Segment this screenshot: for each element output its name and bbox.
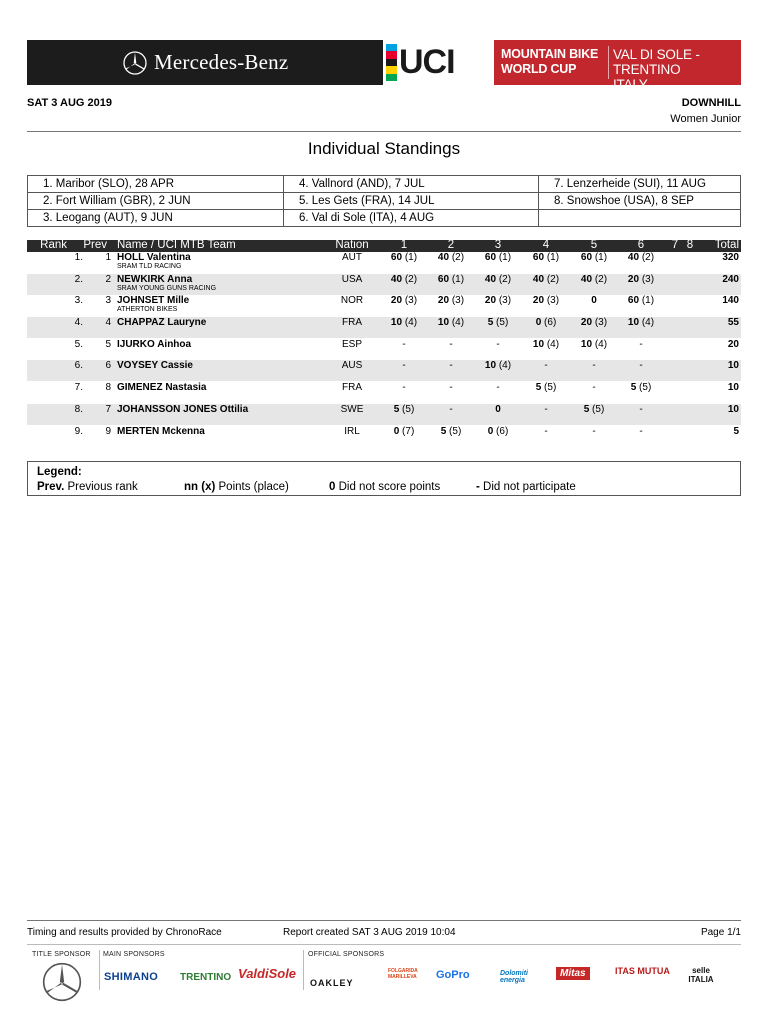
round-3-cell — [471, 317, 525, 328]
place-value: (3) — [641, 274, 655, 285]
table-row — [27, 404, 741, 425]
col-round-8: 8 — [686, 239, 694, 251]
place-value: (3) — [546, 295, 560, 306]
points-value: 40 — [580, 274, 593, 285]
header-divider — [27, 131, 741, 132]
rider-name: CHAPPAZ Lauryne — [117, 317, 207, 328]
points-value: 60 — [627, 295, 640, 306]
round-5-cell — [567, 404, 621, 415]
prev-rank-cell: 2 — [105, 274, 111, 285]
uci-rainbow-stripes — [386, 44, 397, 81]
points-value: 5 — [440, 426, 447, 437]
oakley-logo: OAKLEY — [310, 978, 354, 988]
total-points: 55 — [727, 317, 739, 328]
points-value: - — [402, 360, 406, 371]
round-5-cell — [567, 252, 621, 263]
points-value: - — [544, 426, 548, 437]
points-value: 5 — [630, 382, 637, 393]
place-value: (5) — [639, 382, 652, 393]
place-value: (6) — [544, 317, 557, 328]
team-name: ATHERTON BIKES — [117, 306, 178, 313]
round-3-cell — [471, 339, 525, 350]
points-value: 10 — [580, 339, 593, 350]
nation-cell: AUT — [342, 252, 362, 263]
points-value: - — [639, 360, 643, 371]
points-value: 60 — [484, 252, 497, 263]
prev-rank-cell: 4 — [105, 317, 111, 328]
round-2-cell — [424, 274, 478, 285]
points-value: 60 — [390, 252, 403, 263]
col-name: Name / UCI MTB Team — [117, 239, 236, 251]
round-6-cell — [614, 252, 668, 263]
table-row — [27, 274, 741, 295]
round-6-cell — [614, 339, 668, 350]
col-round-4: 4 — [542, 239, 550, 251]
sponsor-divider — [27, 944, 741, 945]
legend-zero-key: 0 — [329, 481, 336, 493]
points-value: - — [639, 426, 643, 437]
rank-cell: 1. — [74, 252, 83, 263]
events-row — [28, 193, 741, 210]
place-value: (4) — [404, 317, 418, 328]
points-value: - — [544, 360, 548, 371]
dolomiti-logo: Dolomiti energia — [500, 970, 528, 984]
points-value: 60 — [532, 252, 545, 263]
legend-dash-text: Did not participate — [483, 481, 576, 493]
valdisole-logo: ValdiSole — [238, 966, 297, 981]
place-value: (2) — [404, 274, 418, 285]
place-value: (4) — [451, 317, 465, 328]
legend-points-text: Points (place) — [218, 481, 289, 493]
round-3-cell — [471, 382, 525, 393]
location-line2: ITALY — [613, 77, 648, 92]
table-row — [27, 295, 741, 316]
rank-cell: 2. — [74, 274, 83, 285]
team-name: SRAM TLD RACING — [117, 263, 182, 270]
rank-cell: 3. — [74, 295, 83, 306]
points-value: - — [449, 382, 453, 393]
round-3-cell — [471, 404, 525, 415]
total-points: 10 — [727, 360, 739, 371]
col-round-6: 6 — [637, 239, 645, 251]
report-date: SAT 3 AUG 2019 — [27, 97, 112, 109]
place-value: (7) — [402, 426, 415, 437]
rank-cell: 5. — [74, 339, 83, 350]
footer-divider — [27, 920, 741, 921]
nation-cell: IRL — [344, 426, 360, 437]
series-title-line2: WORLD CUP — [501, 62, 577, 76]
legend-zero — [329, 481, 440, 493]
round-4-cell — [519, 339, 573, 350]
place-value: (1) — [641, 295, 655, 306]
event-cell: 5. Les Gets (FRA), 14 JUL — [284, 193, 539, 210]
points-value: - — [496, 382, 500, 393]
prev-rank-cell: 3 — [105, 295, 111, 306]
prev-rank-cell: 8 — [105, 382, 111, 393]
rider-name: NEWKIRK Anna — [117, 274, 193, 285]
round-3-cell — [471, 252, 525, 263]
round-3-cell — [471, 274, 525, 285]
place-value: (3) — [498, 295, 512, 306]
points-value: - — [592, 426, 596, 437]
place-value: (2) — [498, 274, 512, 285]
nation-cell: USA — [341, 274, 363, 285]
folgarida-logo: FOLGARIDA MARILLEVA — [388, 968, 418, 980]
sponsor-separator — [99, 950, 100, 990]
place-value: (5) — [496, 317, 509, 328]
place-value: (4) — [641, 317, 655, 328]
place-value: (5) — [449, 426, 462, 437]
points-value: 0 — [487, 426, 494, 437]
report-created: Report created SAT 3 AUG 2019 10:04 — [283, 927, 456, 938]
round-4-cell — [519, 426, 573, 437]
points-value: 40 — [532, 274, 545, 285]
place-value: (1) — [498, 252, 512, 263]
round-1-cell — [377, 339, 431, 350]
points-value: 5 — [487, 317, 494, 328]
points-value: 0 — [393, 426, 400, 437]
event-cell: 7. Lenzerheide (SUI), 11 AUG — [539, 176, 741, 193]
event-cell: 4. Vallnord (AND), 7 JUL — [284, 176, 539, 193]
round-4-cell — [519, 252, 573, 263]
col-prev: Prev — [83, 239, 107, 251]
uci-logo-text: UCI — [399, 43, 455, 81]
place-value: (4) — [546, 339, 560, 350]
points-value: 60 — [580, 252, 593, 263]
event-cell: 3. Leogang (AUT), 9 JUN — [28, 210, 284, 227]
legend-box — [27, 461, 741, 496]
place-value: (2) — [594, 274, 608, 285]
place-value: (5) — [592, 404, 605, 415]
nation-cell: AUS — [341, 360, 363, 371]
round-6-cell — [614, 360, 668, 371]
timing-credit: Timing and results provided by ChronoRace — [27, 927, 222, 938]
round-5-cell — [567, 274, 621, 285]
round-2-cell — [424, 339, 478, 350]
table-row — [27, 360, 741, 381]
rank-cell: 4. — [74, 317, 83, 328]
points-value: 20 — [484, 295, 497, 306]
place-value: (2) — [641, 252, 655, 263]
total-points: 140 — [722, 295, 739, 306]
points-value: 20 — [437, 295, 450, 306]
table-row — [27, 426, 741, 447]
total-points: 5 — [733, 426, 739, 437]
points-value: 0 — [591, 295, 597, 306]
round-5-cell — [567, 339, 621, 350]
points-value: 10 — [532, 339, 545, 350]
points-value: 10 — [484, 360, 497, 371]
nation-cell: ESP — [341, 339, 362, 350]
nation-cell: FRA — [342, 317, 362, 328]
round-3-cell — [471, 295, 525, 306]
col-round-5: 5 — [590, 239, 598, 251]
events-table — [27, 175, 741, 227]
main-sponsors-label: MAIN SPONSORS — [103, 951, 165, 958]
round-1-cell — [377, 317, 431, 328]
points-value: - — [544, 404, 548, 415]
place-value: (1) — [546, 252, 560, 263]
legend-points — [184, 481, 289, 493]
points-value: 20 — [390, 295, 403, 306]
round-4-cell — [519, 295, 573, 306]
points-value: 20 — [532, 295, 545, 306]
total-points: 10 — [727, 404, 739, 415]
round-6-cell — [614, 382, 668, 393]
round-4-cell — [519, 274, 573, 285]
standings-header — [27, 240, 741, 252]
legend-prev-key: Prev. — [37, 481, 65, 493]
team-name: SRAM YOUNG GUNS RACING — [117, 285, 217, 292]
round-1-cell — [377, 252, 431, 263]
legend-zero-text: Did not score points — [338, 481, 441, 493]
points-value: - — [449, 404, 453, 415]
event-location — [613, 47, 741, 92]
table-row — [27, 317, 741, 338]
round-5-cell — [567, 295, 621, 306]
event-cell: 2. Fort William (GBR), 2 JUN — [28, 193, 284, 210]
event-cell — [539, 210, 741, 227]
event-cell: 1. Maribor (SLO), 28 APR — [28, 176, 284, 193]
place-value: (5) — [402, 404, 415, 415]
legend-dash-key: - — [476, 481, 480, 493]
round-1-cell — [377, 360, 431, 371]
points-value: - — [496, 339, 500, 350]
nation-cell: NOR — [340, 295, 364, 306]
col-total: Total — [714, 239, 739, 251]
page-title: Individual Standings — [307, 139, 461, 158]
round-3-cell — [471, 426, 525, 437]
points-value: - — [592, 360, 596, 371]
sponsor-separator — [303, 950, 304, 990]
col-round-1: 1 — [400, 239, 408, 251]
round-4-cell — [519, 382, 573, 393]
place-value: (4) — [594, 339, 608, 350]
round-5-cell — [567, 382, 621, 393]
points-value: 5 — [583, 404, 590, 415]
round-1-cell — [377, 274, 431, 285]
round-4-cell — [519, 360, 573, 371]
place-value: (5) — [544, 382, 557, 393]
rider-name: MERTEN Mckenna — [117, 426, 205, 437]
round-1-cell — [377, 404, 431, 415]
total-points: 10 — [727, 382, 739, 393]
table-row — [27, 382, 741, 403]
events-row — [28, 176, 741, 193]
rank-cell: 9. — [74, 426, 83, 437]
rider-name: GIMENEZ Nastasia — [117, 382, 207, 393]
col-nation: Nation — [335, 239, 369, 251]
total-points: 240 — [722, 274, 739, 285]
points-value: 0 — [495, 404, 501, 415]
points-value: 40 — [437, 252, 450, 263]
points-value: - — [639, 339, 643, 350]
points-value: 20 — [627, 274, 640, 285]
points-value: - — [402, 382, 406, 393]
trentino-logo: TRENTINO — [180, 972, 232, 983]
points-value: 10 — [390, 317, 403, 328]
points-value: - — [449, 339, 453, 350]
title-sponsor-label: TITLE SPONSOR — [32, 951, 91, 958]
col-round-3: 3 — [494, 239, 502, 251]
title-sponsor-name: Mercedes-Benz — [154, 50, 289, 74]
round-5-cell — [567, 426, 621, 437]
round-2-cell — [424, 252, 478, 263]
prev-rank-cell: 1 — [105, 252, 111, 263]
legend-prev-text: Previous rank — [67, 481, 138, 493]
world-cup-panel — [494, 40, 741, 92]
event-cell: 6. Val di Sole (ITA), 4 AUG — [284, 210, 539, 227]
total-points: 20 — [727, 339, 739, 350]
round-2-cell — [424, 295, 478, 306]
col-rank: Rank — [40, 239, 67, 251]
points-value: - — [402, 339, 406, 350]
official-sponsors-label: OFFICIAL SPONSORS — [308, 951, 385, 958]
round-6-cell — [614, 404, 668, 415]
points-value: 40 — [390, 274, 403, 285]
points-value: 60 — [437, 274, 450, 285]
gopro-logo: GoPro — [436, 969, 470, 981]
points-value: - — [639, 404, 643, 415]
rider-name: VOYSEY Cassie — [117, 360, 193, 371]
total-points: 320 — [722, 252, 739, 263]
prev-rank-cell: 5 — [105, 339, 111, 350]
points-value: - — [449, 360, 453, 371]
rider-name: JOHANSSON JONES Ottilia — [117, 404, 249, 415]
discipline: DOWNHILL — [681, 97, 741, 109]
round-1-cell — [377, 382, 431, 393]
place-value: (3) — [451, 295, 465, 306]
events-row — [28, 210, 741, 227]
location-line1: VAL DI SOLE - TRENTINO — [613, 47, 700, 77]
legend-prev — [37, 481, 138, 493]
points-value: 10 — [437, 317, 450, 328]
round-6-cell — [614, 317, 668, 328]
legend-dash — [476, 481, 576, 493]
prev-rank-cell: 7 — [105, 404, 111, 415]
table-row — [27, 339, 741, 360]
uci-logo — [383, 40, 494, 85]
place-value: (1) — [451, 274, 465, 285]
mercedes-star-icon — [42, 962, 82, 1002]
round-2-cell — [424, 360, 478, 371]
page-number: Page 1/1 — [700, 927, 741, 938]
shimano-logo: SHIMANO — [104, 971, 159, 983]
points-value: 40 — [484, 274, 497, 285]
points-value: 40 — [627, 252, 640, 263]
legend-title: Legend: — [37, 466, 82, 478]
place-value: (3) — [404, 295, 418, 306]
legend-points-key: nn (x) — [184, 481, 216, 493]
category: Women Junior — [670, 113, 741, 125]
place-value: (3) — [594, 317, 608, 328]
banner-divider — [608, 46, 609, 79]
points-value: 0 — [535, 317, 542, 328]
round-2-cell — [424, 382, 478, 393]
rank-cell: 7. — [74, 382, 83, 393]
round-4-cell — [519, 404, 573, 415]
rank-cell: 6. — [74, 360, 83, 371]
points-value: - — [592, 382, 596, 393]
place-value: (1) — [404, 252, 418, 263]
round-6-cell — [614, 274, 668, 285]
round-6-cell — [614, 426, 668, 437]
round-6-cell — [614, 295, 668, 306]
round-1-cell — [377, 295, 431, 306]
selle-italia-logo: selle ITALIA — [688, 966, 714, 984]
points-value: 5 — [535, 382, 542, 393]
rider-name: IJURKO Ainhoa — [117, 339, 192, 350]
round-2-cell — [424, 404, 478, 415]
round-4-cell — [519, 317, 573, 328]
round-5-cell — [567, 317, 621, 328]
place-value: (4) — [498, 360, 512, 371]
points-value: 5 — [393, 404, 400, 415]
points-value: 10 — [627, 317, 640, 328]
round-2-cell — [424, 317, 478, 328]
nation-cell: FRA — [342, 382, 362, 393]
nation-cell: SWE — [340, 404, 364, 415]
event-banner — [27, 40, 741, 92]
prev-rank-cell: 9 — [105, 426, 111, 437]
round-1-cell — [377, 426, 431, 437]
place-value: (2) — [546, 274, 560, 285]
event-cell: 8. Snowshoe (USA), 8 SEP — [539, 193, 741, 210]
table-row — [27, 252, 741, 273]
round-2-cell — [424, 426, 478, 437]
place-value: (1) — [594, 252, 608, 263]
rank-cell: 8. — [74, 404, 83, 415]
points-value: 20 — [580, 317, 593, 328]
series-title-line1: MOUNTAIN BIKE — [501, 47, 599, 61]
mitas-logo: Mitas — [556, 967, 590, 980]
col-round-7: 7 — [671, 239, 679, 251]
round-3-cell — [471, 360, 525, 371]
round-5-cell — [567, 360, 621, 371]
rider-name: JOHNSET Mille — [117, 295, 190, 306]
itas-logo: ITAS MUTUA — [615, 966, 670, 976]
place-value: (2) — [451, 252, 465, 263]
mercedes-star-icon — [123, 51, 147, 75]
prev-rank-cell: 6 — [105, 360, 111, 371]
rider-name: HOLL Valentina — [117, 252, 191, 263]
series-title — [501, 47, 598, 77]
col-round-2: 2 — [447, 239, 455, 251]
place-value: (6) — [496, 426, 509, 437]
